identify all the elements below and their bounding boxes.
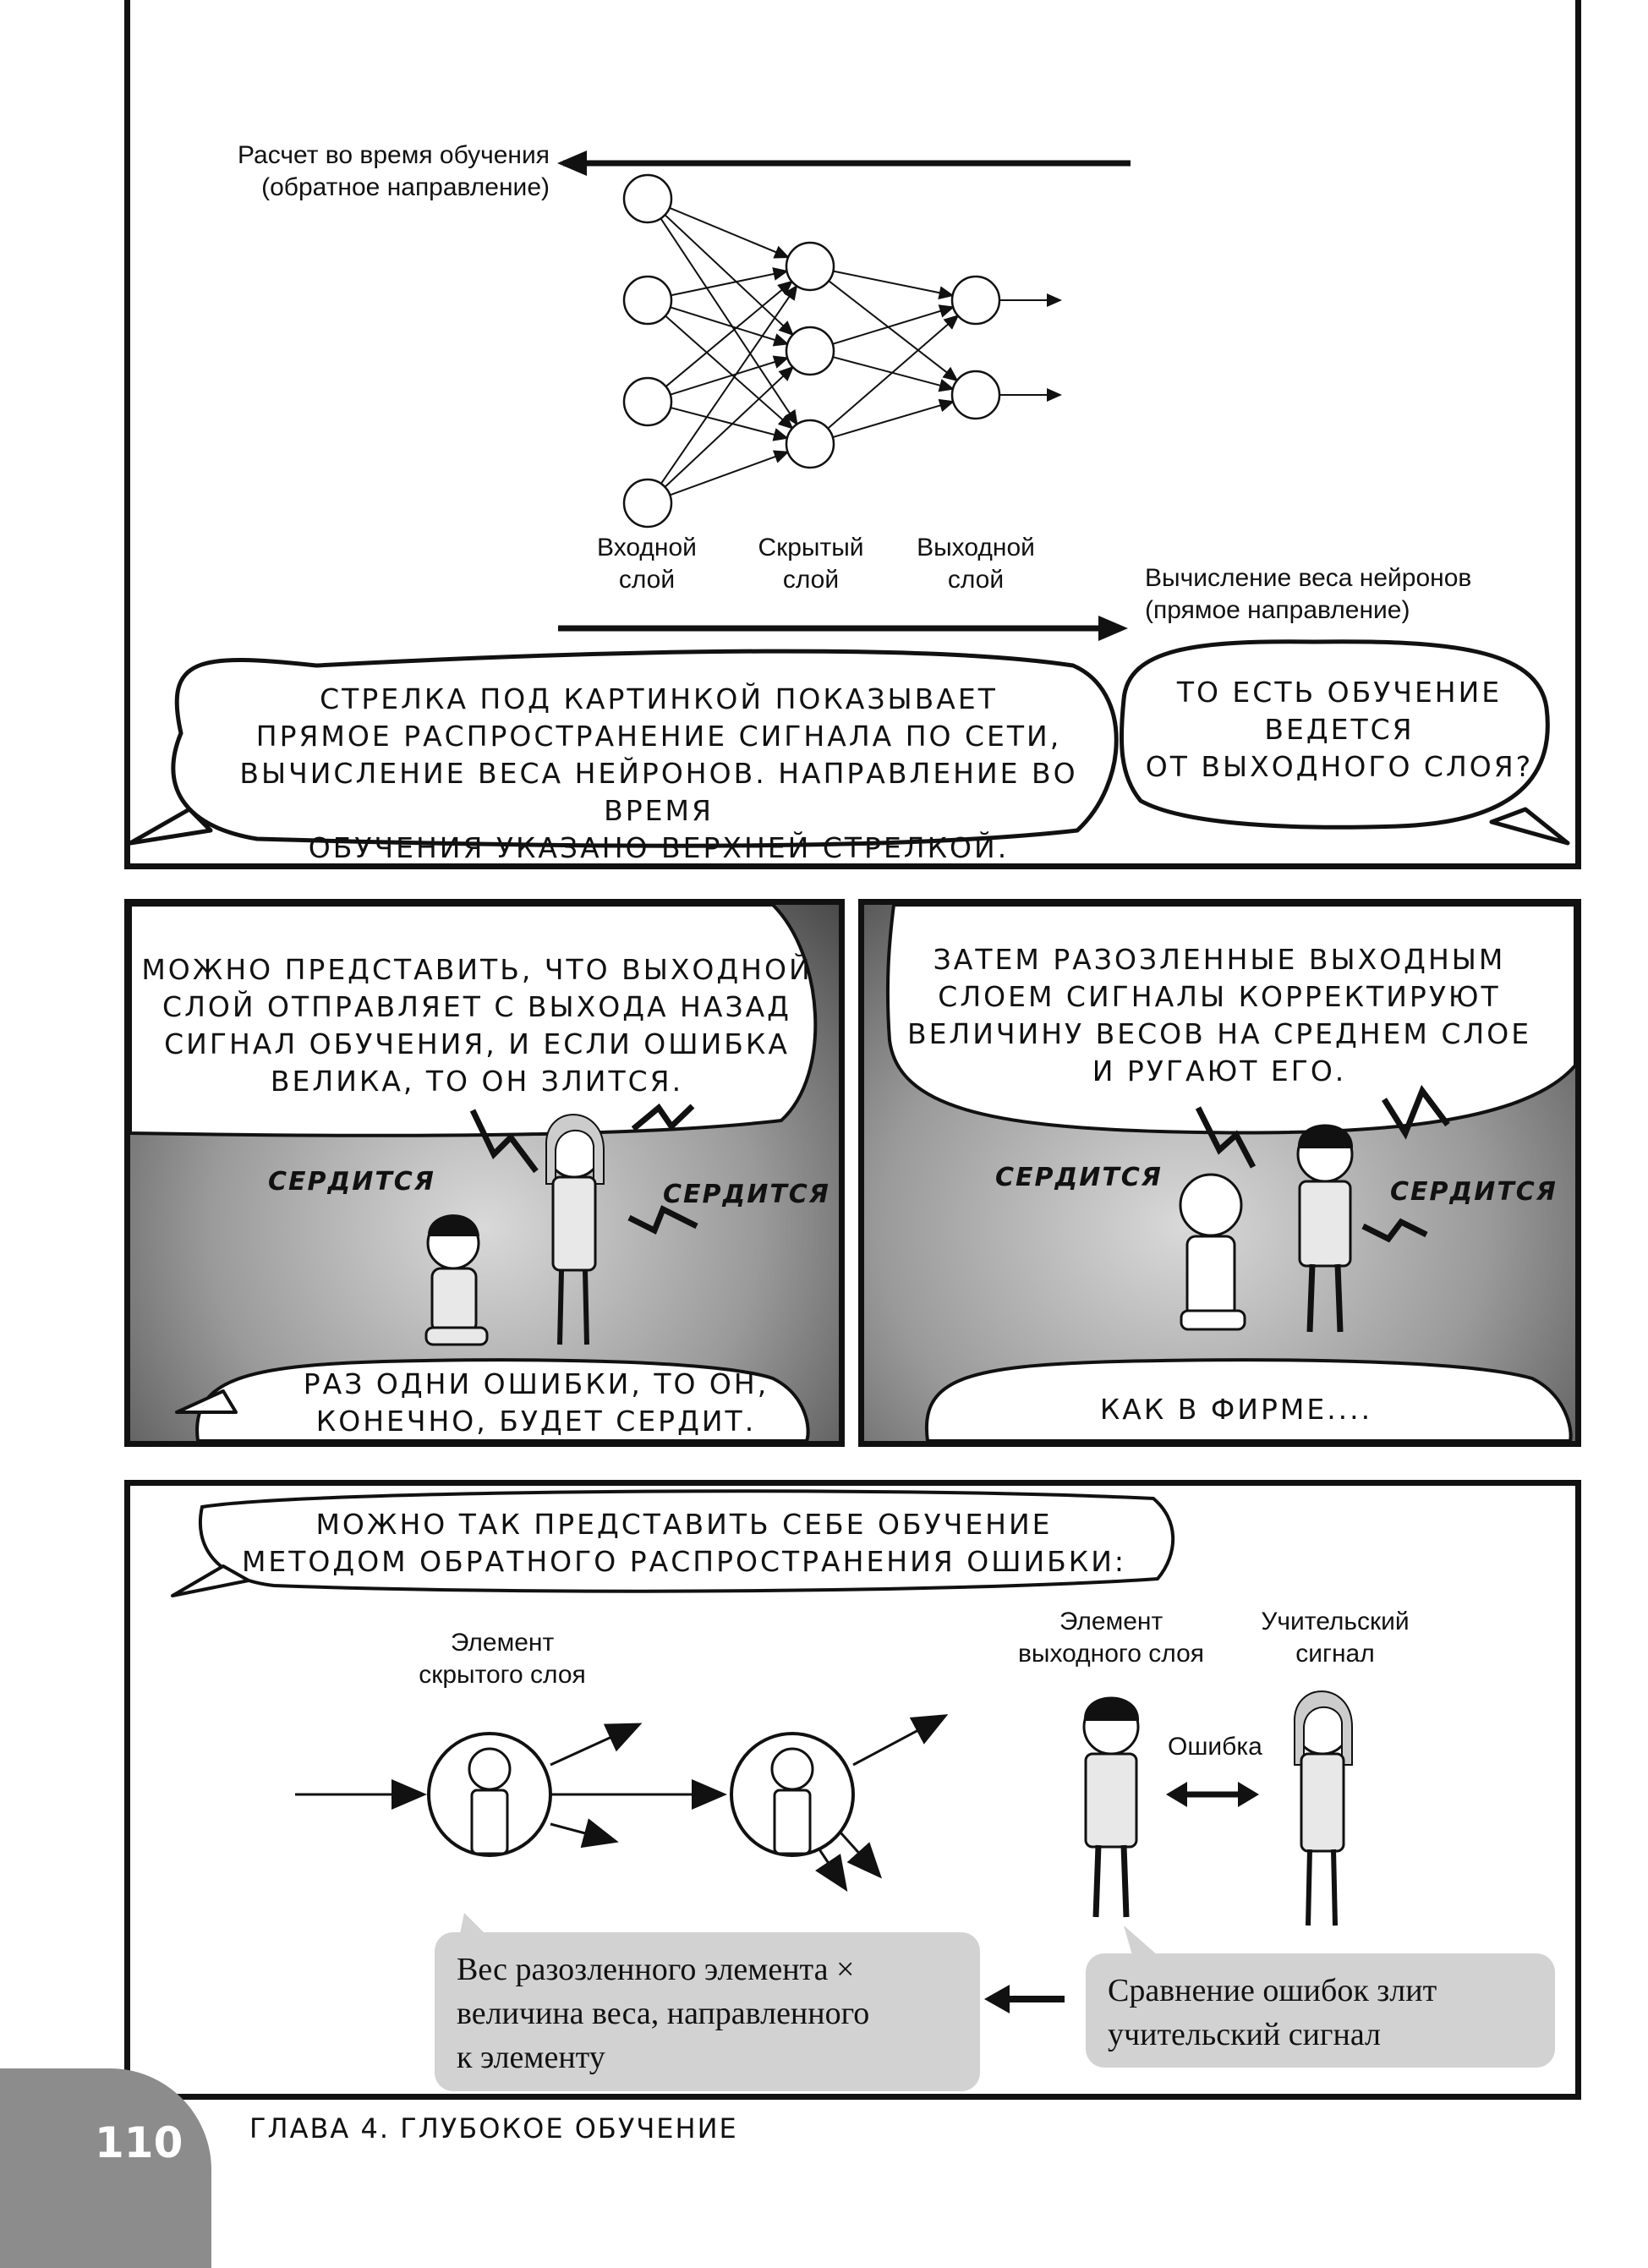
- forward-label: Вычисление веса нейронов (прямое направление): [1145, 564, 1472, 624]
- shout-left: СЕРДИТСЯ: [268, 1167, 435, 1197]
- layer-label-output: Выходной слой: [917, 534, 1035, 594]
- page-number-tab: [0, 2068, 211, 2268]
- teacher-character-avatar: [1295, 1691, 1352, 1926]
- explanation-box-right: Сравнение ошибок злит учительский сигнал: [1086, 1953, 1555, 2068]
- shout-left: СЕРДИТСЯ: [995, 1163, 1163, 1192]
- speech-text-top: МОЖНО ПРЕДСТАВИТЬ, ЧТО ВЫХОДНОЙ СЛОЙ ОТПРАВЛЯЕТ С ВЫХОДА НАЗАД СИГНАЛ ОБУЧЕНИЯ, И ЕСЛИ ОШИБКА ВЕЛИКА, ТО ОН ЗЛИТСЯ.: [141, 953, 813, 1098]
- hidden-element-label: Элемент скрытого слоя: [419, 1629, 586, 1689]
- speech-bubble-bottom: [130, 905, 839, 1441]
- shout-right: СЕРДИТСЯ: [1390, 1177, 1558, 1207]
- speech-bubble-bottom: [864, 905, 1575, 1441]
- speech-text-intro: МОЖНО ТАК ПРЕДСТАВИТЬ СЕБЕ ОБУЧЕНИЕ МЕТОДОМ ОБРАТНОГО РАСПРОСТРАНЕНИЯ ОШИБКИ:: [241, 1508, 1127, 1578]
- panel-backprop-explanation: [124, 1480, 1581, 2100]
- speech-text-bottom: КАК В ФИРМЕ....: [1099, 1393, 1373, 1426]
- backward-label: Расчет во время обучения (обратное направление): [238, 141, 550, 201]
- output-element-label: Элемент выходного слоя: [1017, 1608, 1205, 1668]
- chapter-title: ГЛАВА 4. ГЛУБОКОЕ ОБУЧЕНИЕ: [249, 2112, 738, 2145]
- output-element-character-avatar: [1084, 1697, 1139, 1918]
- panel-network-diagram: [124, 0, 1581, 869]
- page-number: 110: [95, 2118, 183, 2167]
- speech-text-right: ТО ЕСТЬ ОБУЧЕНИЕ ВЕДЕТСЯ ОТ ВЫХОДНОГО СЛОЯ?: [1145, 676, 1534, 783]
- hidden-node-1-avatar: [469, 1749, 510, 1789]
- layer-label-input: Входной слой: [597, 534, 697, 594]
- teacher-signal-label: Учительский сигнал: [1261, 1608, 1410, 1668]
- explanation-box-left: Вес разозленного элемента × величина веса, направленного к элементу: [435, 1932, 980, 2091]
- panel-angry-output: [124, 899, 845, 1447]
- speech-text-left: СТРЕЛКА ПОД КАРТИНКОЙ ПОКАЗЫВАЕТ ПРЯМОЕ РАСПРОСТРАНЕНИЕ СИГНАЛА ПО СЕТИ, ВЫЧИСЛЕНИЕ ВЕСА НЕЙРОНОВ. НАПРАВЛЕНИЕ ВО ВРЕМЯ ОБУЧЕНИЯ УКАЗАНО ВЕРХНЕЙ СТРЕЛКОЙ.: [239, 682, 1078, 864]
- shout-right: СЕРДИТСЯ: [663, 1180, 830, 1209]
- speech-text-bottom: РАЗ ОДНИ ОШИБКИ, ТО ОН, КОНЕЧНО, БУДЕТ СЕРДИТ.: [303, 1367, 769, 1438]
- layer-label-hidden: Скрытый слой: [758, 534, 864, 594]
- speech-text-top: ЗАТЕМ РАЗОЗЛЕННЫЕ ВЫХОДНЫМ СЛОЕМ СИГНАЛЫ КОРРЕКТИРУЮТ ВЕЛИЧИНУ ВЕСОВ НА СРЕДНЕМ СЛОЕ И РУГАЮТ ЕГО.: [906, 943, 1532, 1087]
- hidden-node-2-avatar: [772, 1749, 813, 1789]
- error-label: Ошибка: [1168, 1733, 1262, 1761]
- panel-angry-hidden: [858, 899, 1581, 1447]
